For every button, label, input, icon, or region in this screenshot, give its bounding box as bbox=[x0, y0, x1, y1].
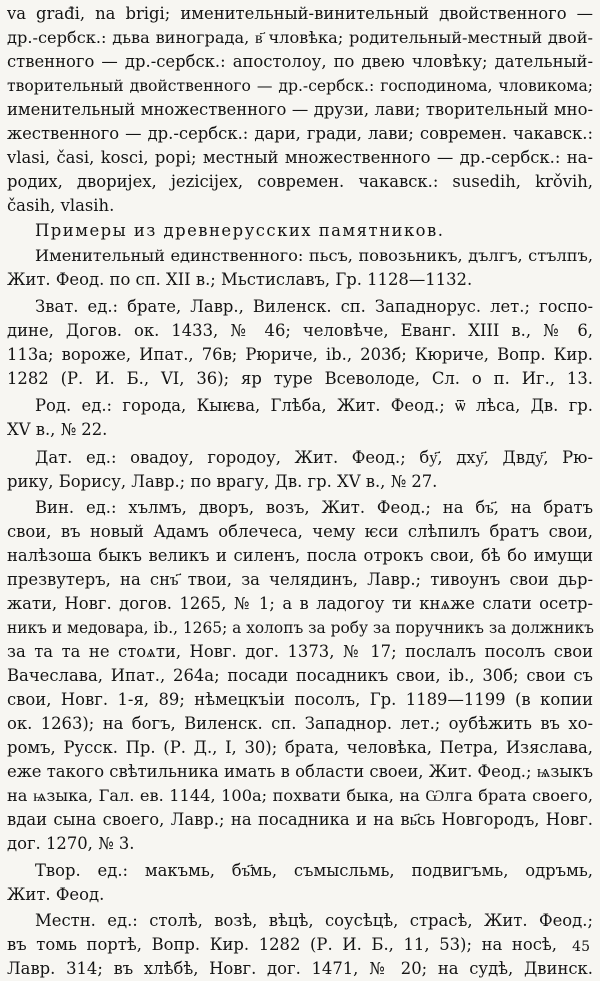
page-number: 45 bbox=[572, 939, 590, 955]
text-line: свои, Новг. 1-я, 89; нѣмецкъіи посолъ, Гр. 1189—1199 (в копии bbox=[7, 690, 593, 709]
text-line: жати, Новг. догов. 1265, № 1; а в ладогоу ти кнѧже слати осетр- bbox=[7, 594, 593, 613]
text-line: Вачеслава, Ипат., 264а; посади посадникъ свои, ib., 30б; свои съ bbox=[7, 666, 593, 685]
text-line: ромъ, Русск. Пр. (Р. Д., I, 30); брата, человѣка, Петра, Изяслава, bbox=[7, 738, 593, 757]
text-line: именительный множественного — друзи, лави; творительный мно- bbox=[7, 100, 593, 119]
text-line: за та та не стоѧти, Новг. дог. 1373, № 17; послалъ посолъ свои bbox=[7, 642, 593, 661]
text-line: родих, дворијех, jezicijeх, современ. чакавск.: susedih, krǒvih, bbox=[7, 172, 593, 191]
text-line: еже такого свѣтильника имать в области своеи, Жит. Феод.; ѩзыкъ bbox=[7, 762, 594, 781]
text-line: Дат. ед.: овадоу, городоу, Жит. Феод.; бу҃, дху҃, Двду҃, Рю- bbox=[35, 448, 593, 467]
text-line: дине, Догов. ок. 1433, № 46; человѣче, Еванг. XIII в., № 6, bbox=[7, 321, 593, 340]
text-line: рику, Борису, Лавр.; по врагу, Дв. гр. XV в., № 27. bbox=[7, 472, 438, 491]
text-line: на ѩзыка, Гал. ев. 1144, 100а; похвати быка, на Ѡлга брата своего, bbox=[7, 786, 593, 805]
text-line: вдаи сына своего, Лавр.; на посадника и на вь҃сь Новгородъ, Новг. bbox=[7, 810, 593, 829]
text-line: никъ и медовара, ib., 1265; а холопъ за робу за поручникъ за должникъ bbox=[7, 619, 594, 637]
text-line: Вин. ед.: хълмъ, дворъ, возъ, Жит. Феод.; на бъ҃, на братъ bbox=[35, 498, 593, 517]
text-line: XV в., № 22. bbox=[7, 420, 108, 439]
text-line: др.-сербск.: дьва винограда, в҃ чловѣка; родительный-местный двой- bbox=[7, 28, 593, 47]
text-line: časih, vlasih. bbox=[7, 196, 115, 215]
section-heading: Примеры из древнерусских памятников. bbox=[35, 221, 445, 240]
text-line: Твор. ед.: макъмь, бъ҃мь, съмысльмь, подвигъмь, одръмь, bbox=[35, 861, 593, 880]
text-line: свои, въ новый Адамъ облечеса, чему ѥси слѣпилъ братъ свои, bbox=[7, 522, 593, 541]
text-line: презвутеръ, на снъ҃ твои, за челядинъ, Лавр.; тивоунъ свои дьр- bbox=[7, 570, 593, 589]
text-line: vlasi, časi, kosci, popi; местный множественного — др.-сербск.: на- bbox=[7, 148, 593, 167]
text-line: va građi, na brigi; именительный-винительный двойственного — bbox=[7, 4, 593, 23]
text-line: Жит. Феод. bbox=[7, 885, 105, 904]
text-line: дог. 1270, № 3. bbox=[7, 834, 135, 853]
text-line: Зват. ед.: брате, Лавр., Виленск. сп. Западнорус. лет.; госпо- bbox=[35, 297, 593, 316]
text-line: въ томь портѣ, Вопр. Кир. 1282 (Р. И. Б., 11, 53); на носѣ, bbox=[7, 935, 557, 954]
text-line: Род. ед.: города, Кыѥва, Глѣба, Жит. Феод.; ѿ лѣса, Дв. гр. bbox=[35, 396, 593, 415]
text-line: Местн. ед.: столѣ, возѣ, вѣцѣ, соусѣцѣ, страсѣ, Жит. Феод.; bbox=[35, 911, 593, 930]
text-line: 113а; вороже, Ипат., 76в; Рюриче, ib., 203б; Кюриче, Вопр. Кир. bbox=[7, 345, 593, 364]
text-line: Лавр. 314; въ хлѣбѣ, Новг. дог. 1471, № 20; на судѣ, Двинск. bbox=[7, 959, 593, 978]
text-line: Именительный единственного: пьсъ, повозьникъ, дългъ, стълпъ, bbox=[35, 246, 593, 265]
text-line: налѣзоша быкъ великъ и силенъ, посла отрокъ свои, бѣ бо имущи bbox=[7, 546, 593, 565]
text-line: ок. 1263); на богъ, Виленск. сп. Западнор. лет.; оубѣжить въ хо- bbox=[7, 714, 593, 733]
text-line: Жит. Феод. по сп. XII в.; Мьстиславъ, Гр. 1128—1132. bbox=[7, 270, 473, 289]
text-line: творительный двойственного — др.-сербск.: господинома, чловикома; bbox=[7, 77, 593, 95]
text-line: ственного — др.-сербск.: апостолоу, по двею чловѣку; дательный- bbox=[7, 52, 593, 71]
text-line: 1282 (Р. И. Б., VI, 36); яр туре Всеволоде, Сл. о п. Иг., 13. bbox=[7, 369, 593, 388]
text-line: жественного — др.-сербск.: дари, гради, лави; современ. чакавск.: bbox=[7, 124, 593, 143]
